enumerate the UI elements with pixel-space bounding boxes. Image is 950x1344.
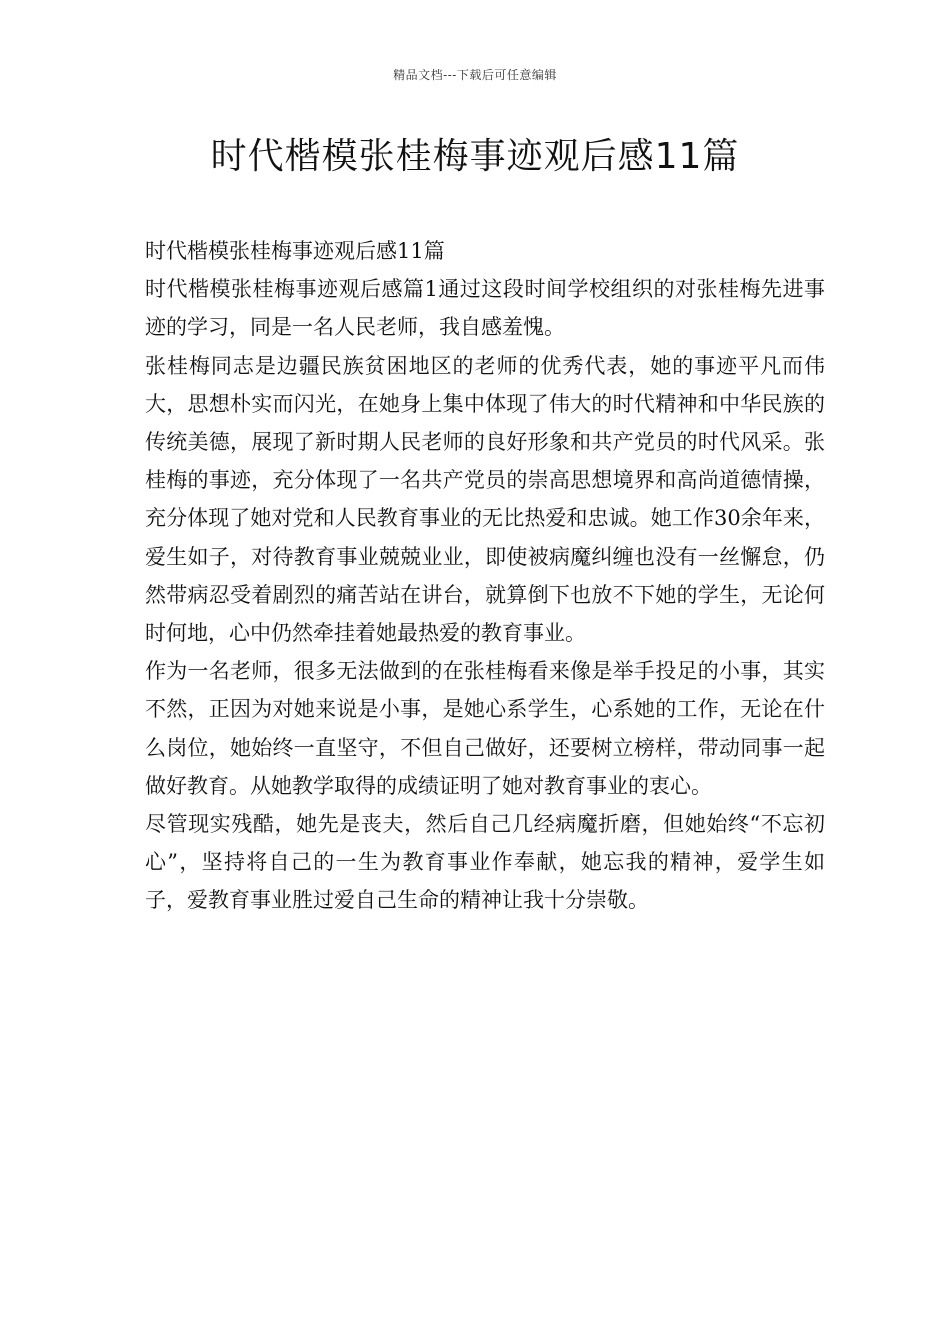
paragraph-teacher-role: 作为一名老师，很多无法做到的在张桂梅看来像是举手投足的小事，其实不然，正因为对她来说是小事，是她心系学生，心系她的工作，无论在什么岗位，她始终一直坚守，不但自己做好，还要树立榜样，带动同事一起做好教育。从她教学取得的成绩证明了她对教育事业的衷心。	[145, 659, 825, 798]
paragraph-intro: 时代楷模张桂梅事迹观后感篇1通过这段时间学校组织的对张桂梅先进事迹的学习，同是一名人民老师，我自感羞愧。	[145, 277, 825, 340]
paragraph-subtitle: 时代楷模张桂梅事迹观后感11篇	[145, 239, 445, 263]
paragraph-representative: 张桂梅同志是边疆民族贫困地区的老师的优秀代表，她的事迹平凡而伟大，思想朴实而闪光，在她身上集中体现了伟大的时代精神和中华民族的传统美德，展现了新时期人民老师的良好形象和共产党员的时代风采。张桂梅的事迹，充分体现了一名共产党员的崇高思想境界和高尚道德情操，充分体现了她对党和人民教育事业的无比热爱和忠诚。她工作30余年来，爱生如子，对待教育事业兢兢业业，即使被病魔纠缠也没有一丝懈怠，仍然带病忍受着剧烈的痛苦站在讲台，就算倒下也放不下她的学生，无论何时何地，心中仍然牵挂着她最热爱的教育事业。	[145, 353, 825, 646]
paragraph-hardship: 尽管现实残酷，她先是丧夫，然后自己几经病魔折磨，但她始终“不忘初心”，坚持将自己的一生为教育事业作奉献，她忘我的精神，爱学生如子，爱教育事业胜过爱自己生命的精神让我十分崇敬。	[145, 812, 825, 913]
header-note: 精品文档---下载后可任意编辑	[393, 68, 557, 82]
document-body	[145, 232, 825, 920]
document-title: 时代楷模张桂梅事迹观后感11篇	[210, 136, 740, 177]
